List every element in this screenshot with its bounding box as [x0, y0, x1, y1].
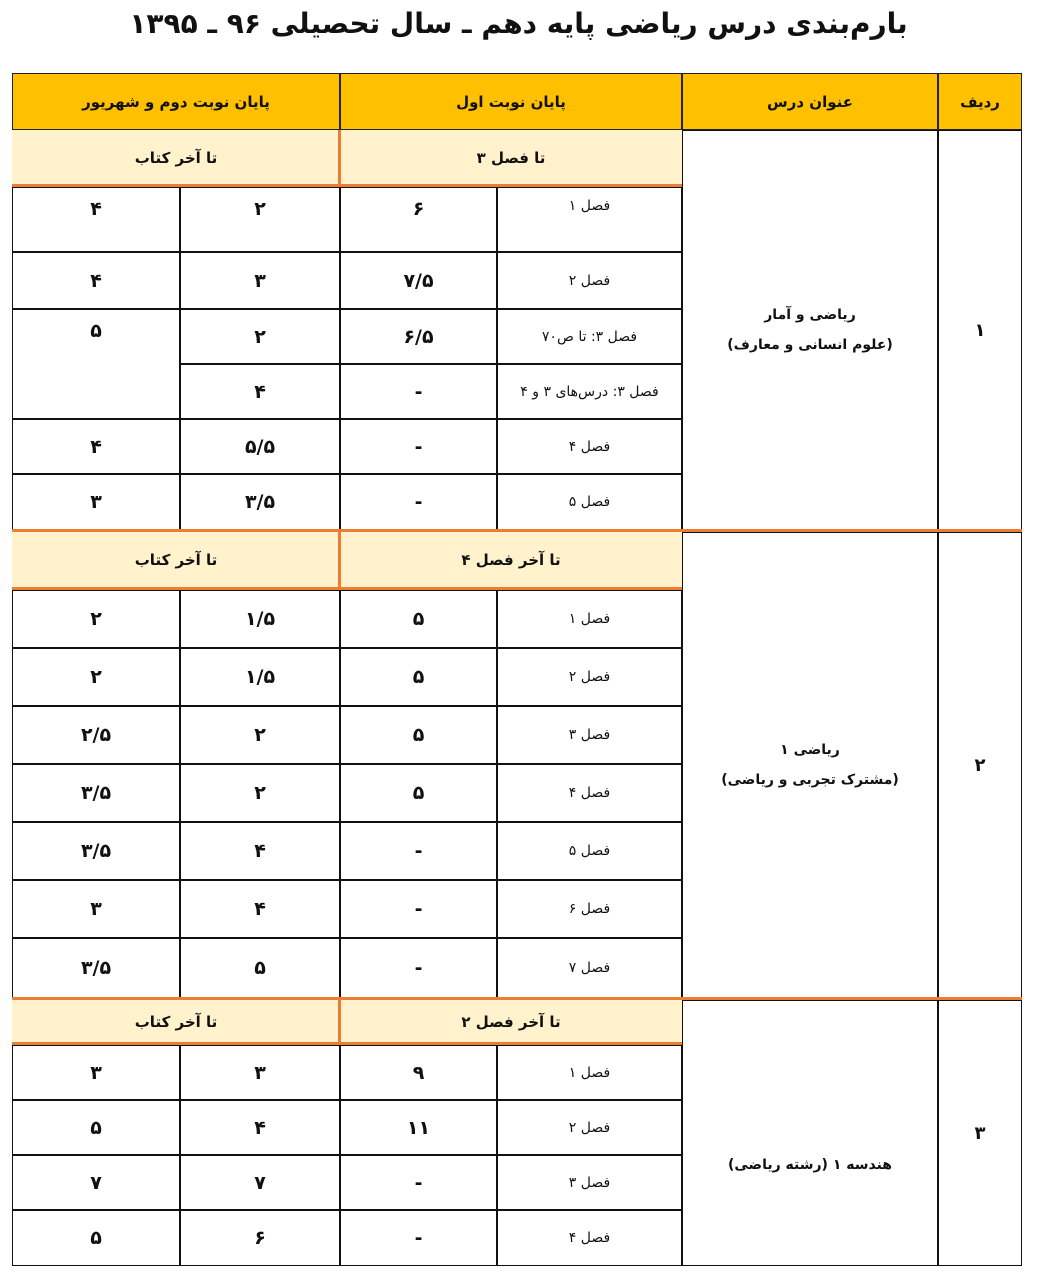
first-term-score: -: [340, 822, 497, 880]
course-title-1: [682, 130, 938, 530]
chapter-label: فصل ۵: [497, 474, 682, 530]
second-term-score-a: ۷: [180, 1155, 340, 1210]
second-term-score-b: ۳/۵: [12, 822, 180, 880]
second-term-score-b: ۴: [12, 252, 180, 309]
second-term-score-a: ۳: [180, 1045, 340, 1100]
second-term-score-b: ۳/۵: [12, 938, 180, 998]
course-track: (علوم انسانی و معارف): [727, 337, 893, 353]
chapter-label: فصل ۴: [497, 1210, 682, 1266]
first-term-scope-1: تا فصل ۳: [340, 130, 682, 186]
header-row-number: ردیف: [938, 73, 1022, 130]
chapter-label: فصل ۲: [497, 252, 682, 309]
second-term-scope-3: تا آخر کتاب: [12, 1000, 340, 1044]
first-term-score: ۱۱: [340, 1100, 497, 1155]
second-term-score-b: ۵: [12, 1100, 180, 1155]
chapter-label: فصل ۱: [497, 187, 682, 252]
second-term-score-a: ۳: [180, 252, 340, 309]
second-term-score-b: ۲: [12, 590, 180, 648]
page-title: بارم‌بندی درس ریاضی پایه دهم ـ سال تحصیلی ۹۶ ـ ۱۳۹۵: [129, 7, 908, 40]
first-term-score: ۵: [340, 648, 497, 706]
second-term-score-b: ۵: [12, 309, 180, 419]
chapter-label: فصل ۱: [497, 590, 682, 648]
accent-divider: [338, 532, 341, 588]
first-term-score: ۵: [340, 764, 497, 822]
first-term-scope-2: تا آخر فصل ۴: [340, 532, 682, 588]
chapter-label: فصل ۳: [497, 1155, 682, 1210]
chapter-label: فصل ۳: تا ص۷۰: [497, 309, 682, 364]
first-term-score: -: [340, 938, 497, 998]
course-title-3: [682, 1000, 938, 1266]
first-term-score: ۶/۵: [340, 309, 497, 364]
header-second-term: پایان نوبت دوم و شهریور: [12, 73, 340, 130]
course-title-2: [682, 532, 938, 998]
first-term-score: -: [340, 474, 497, 530]
row-number-3: ۳: [938, 1000, 1022, 1266]
chapter-label: فصل ۲: [497, 1100, 682, 1155]
second-term-score-b: ۴: [12, 187, 180, 252]
first-term-score: -: [340, 1210, 497, 1266]
second-term-score-b: ۷: [12, 1155, 180, 1210]
second-term-score-b: ۳: [12, 474, 180, 530]
chapter-label: فصل ۲: [497, 648, 682, 706]
first-term-score: ۵: [340, 590, 497, 648]
header-first-term: پایان نوبت اول: [340, 73, 682, 130]
course-name: ریاضی ۱: [780, 742, 840, 758]
chapter-label: فصل ۷: [497, 938, 682, 998]
first-term-score: -: [340, 1155, 497, 1210]
second-term-score-b: ۲/۵: [12, 706, 180, 764]
row-number-2: ۲: [938, 532, 1022, 998]
second-term-score-b: ۳: [12, 880, 180, 938]
second-term-score-a: ۴: [180, 364, 340, 419]
second-term-scope-2: تا آخر کتاب: [12, 532, 340, 588]
second-term-score-a: ۱/۵: [180, 590, 340, 648]
first-term-score: -: [340, 364, 497, 419]
chapter-label: فصل ۳: درس‌های ۳ و ۴: [497, 364, 682, 419]
course-name: ریاضی و آمار: [764, 307, 856, 323]
first-term-score: ۹: [340, 1045, 497, 1100]
second-term-score-a: ۱/۵: [180, 648, 340, 706]
row-number-1: ۱: [938, 130, 1022, 530]
first-term-scope-3: تا آخر فصل ۲: [340, 1000, 682, 1044]
first-term-score: -: [340, 419, 497, 474]
second-term-score-a: ۵/۵: [180, 419, 340, 474]
first-term-score: ۵: [340, 706, 497, 764]
chapter-label: فصل ۵: [497, 822, 682, 880]
chapter-label: فصل ۳: [497, 706, 682, 764]
second-term-score-b: ۳/۵: [12, 764, 180, 822]
second-term-score-a: ۲: [180, 764, 340, 822]
course-name: هندسه ۱ (رشته ریاضی): [727, 1157, 893, 1173]
accent-divider: [338, 1000, 341, 1044]
chapter-label: فصل ۴: [497, 419, 682, 474]
second-term-score-b: ۵: [12, 1210, 180, 1266]
second-term-score-a: ۲: [180, 706, 340, 764]
second-term-score-a: ۶: [180, 1210, 340, 1266]
second-term-scope-1: تا آخر کتاب: [12, 130, 340, 186]
second-term-score-a: ۲: [180, 309, 340, 364]
chapter-label: فصل ۴: [497, 764, 682, 822]
first-term-score: ۷/۵: [340, 252, 497, 309]
second-term-score-a: ۵: [180, 938, 340, 998]
chapter-label: فصل ۶: [497, 880, 682, 938]
second-term-score-b: ۲: [12, 648, 180, 706]
first-term-score: -: [340, 880, 497, 938]
first-term-score: ۶: [340, 187, 497, 252]
second-term-score-a: ۴: [180, 822, 340, 880]
second-term-score-b: ۴: [12, 419, 180, 474]
course-track: (مشترک تجربی و ریاضی): [721, 772, 899, 788]
accent-divider: [338, 130, 341, 186]
second-term-score-a: ۳/۵: [180, 474, 340, 530]
second-term-score-a: ۴: [180, 880, 340, 938]
second-term-score-a: ۲: [180, 187, 340, 252]
chapter-label: فصل ۱: [497, 1045, 682, 1100]
header-course-title: عنوان درس: [682, 73, 938, 130]
second-term-score-b: ۳: [12, 1045, 180, 1100]
second-term-score-a: ۴: [180, 1100, 340, 1155]
